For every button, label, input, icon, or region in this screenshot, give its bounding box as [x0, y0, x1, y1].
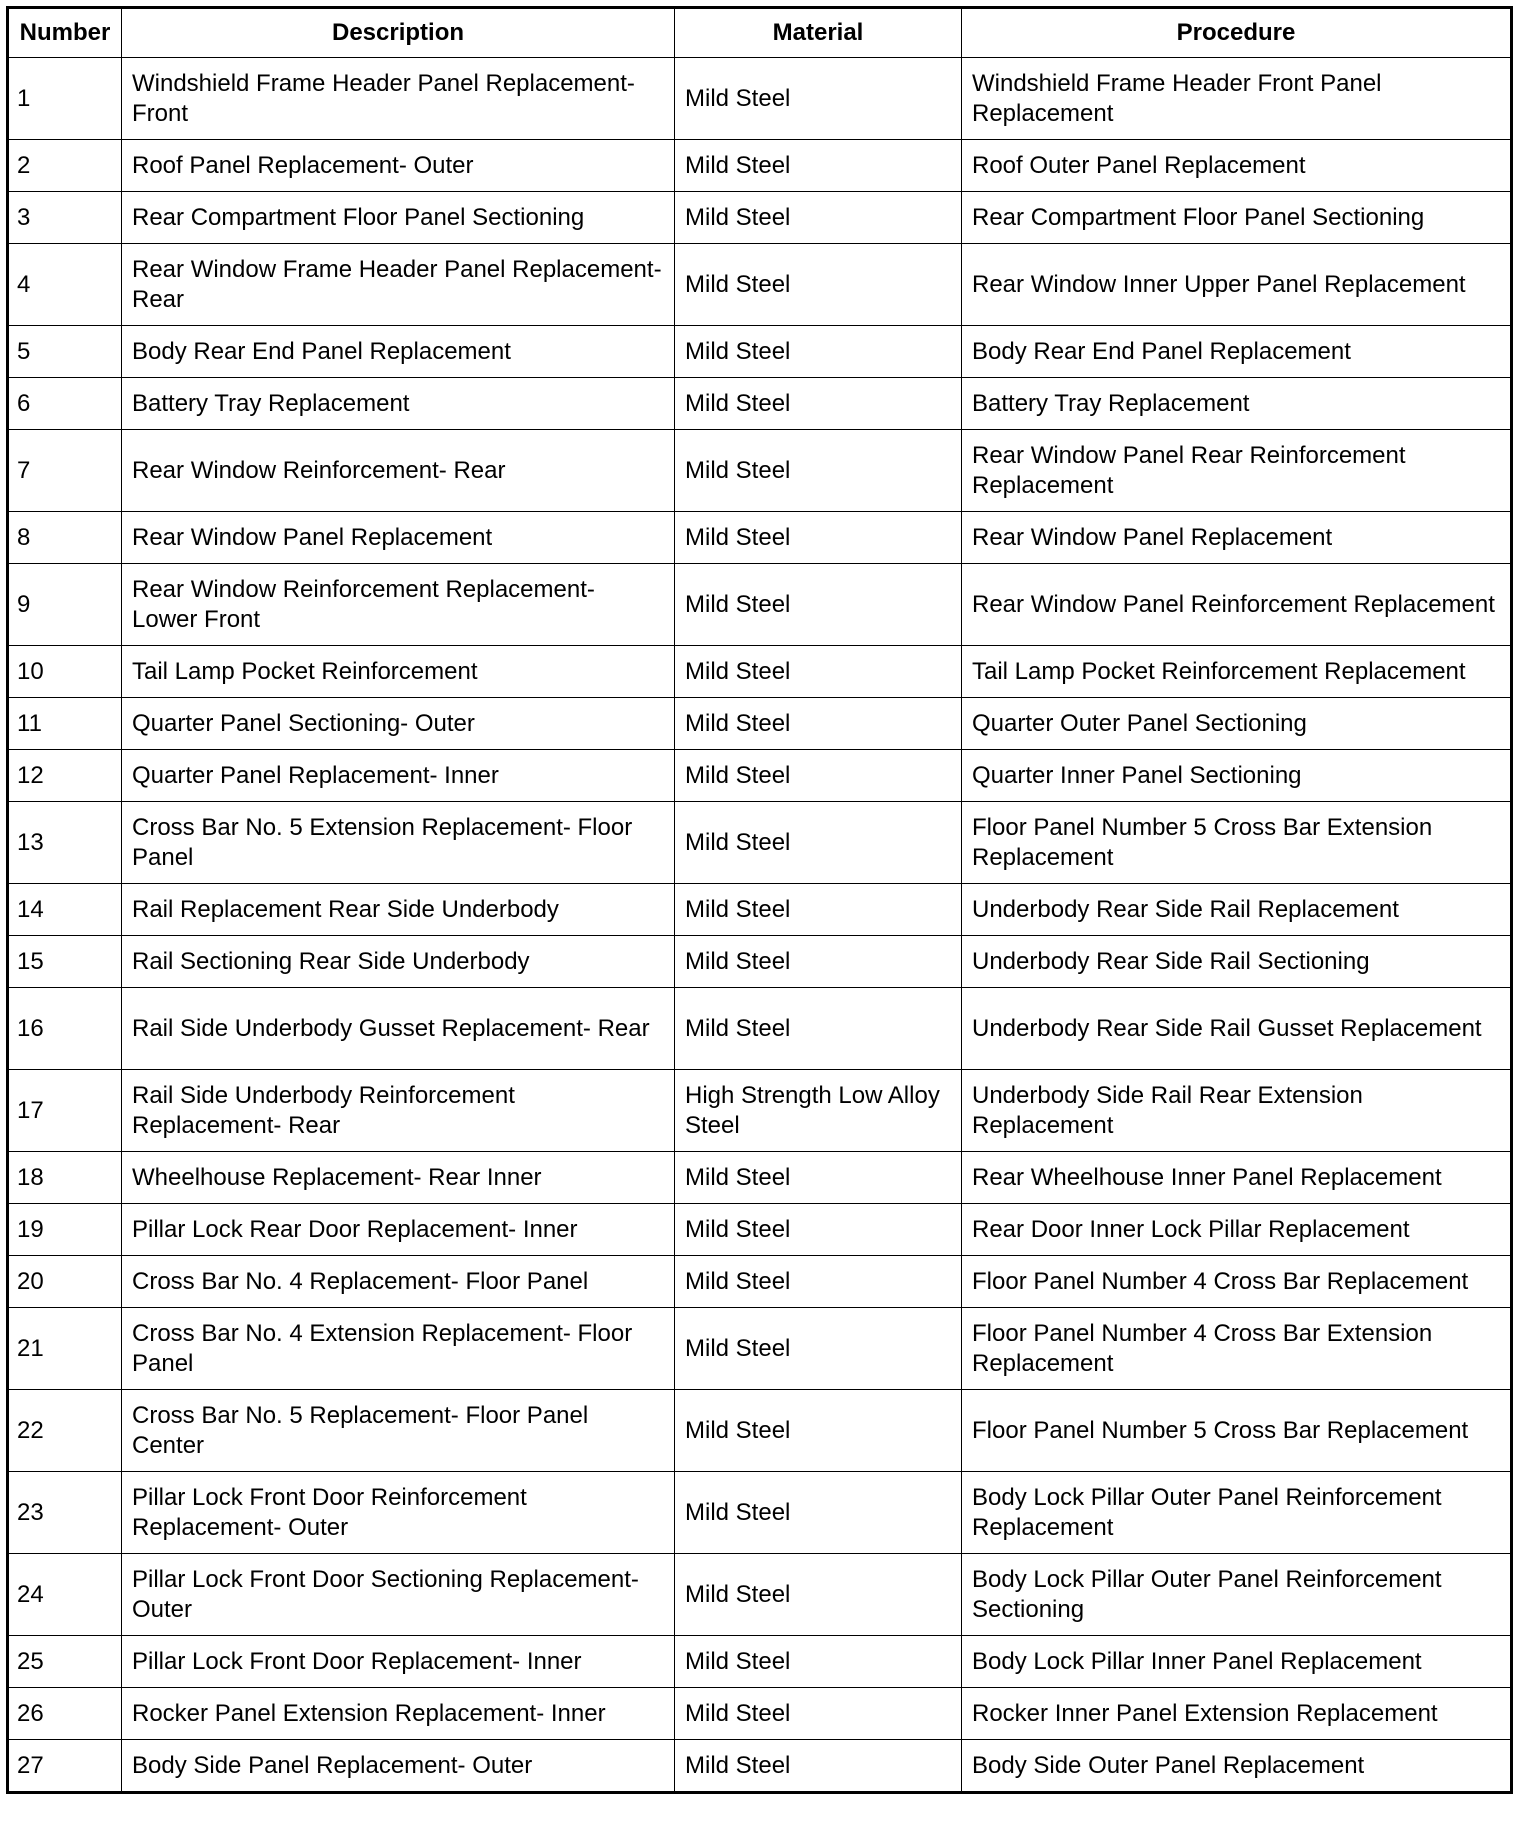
cell-material: Mild Steel [675, 58, 962, 140]
table-row [8, 1070, 1512, 1152]
cell-procedure: Quarter Inner Panel Sectioning [962, 750, 1512, 802]
cell-procedure: Body Side Outer Panel Replacement [962, 1740, 1512, 1793]
header-description: Description [122, 8, 675, 58]
table-row [8, 1688, 1512, 1740]
cell-description: Body Rear End Panel Replacement [122, 326, 675, 378]
cell-material: Mild Steel [675, 430, 962, 512]
table-row [8, 988, 1512, 1070]
cell-material: Mild Steel [675, 1390, 962, 1472]
cell-description: Rear Window Frame Header Panel Replacement- Rear [122, 244, 675, 326]
cell-procedure: Floor Panel Number 5 Cross Bar Extension Replacement [962, 802, 1512, 884]
cell-procedure: Rear Window Panel Reinforcement Replacement [962, 564, 1512, 646]
table-row [8, 326, 1512, 378]
cell-description: Tail Lamp Pocket Reinforcement [122, 646, 675, 698]
cell-procedure: Body Lock Pillar Inner Panel Replacement [962, 1636, 1512, 1688]
table-row [8, 750, 1512, 802]
cell-material: Mild Steel [675, 192, 962, 244]
header-material: Material [675, 8, 962, 58]
table-row [8, 698, 1512, 750]
header-number: Number [8, 8, 122, 58]
table-row [8, 1204, 1512, 1256]
cell-description: Body Side Panel Replacement- Outer [122, 1740, 675, 1793]
cell-number: 24 [8, 1554, 122, 1636]
cell-material: Mild Steel [675, 1152, 962, 1204]
table-row [8, 192, 1512, 244]
cell-description: Rear Window Reinforcement Replacement- Lower Front [122, 564, 675, 646]
cell-number: 14 [8, 884, 122, 936]
cell-material: Mild Steel [675, 512, 962, 564]
table-row [8, 936, 1512, 988]
cell-material: Mild Steel [675, 1204, 962, 1256]
cell-material: Mild Steel [675, 378, 962, 430]
cell-material: Mild Steel [675, 244, 962, 326]
cell-material: Mild Steel [675, 750, 962, 802]
header-row [8, 8, 1512, 58]
table-row [8, 884, 1512, 936]
cell-description: Roof Panel Replacement- Outer [122, 140, 675, 192]
cell-procedure: Tail Lamp Pocket Reinforcement Replacement [962, 646, 1512, 698]
cell-number: 6 [8, 378, 122, 430]
cell-description: Rear Window Panel Replacement [122, 512, 675, 564]
cell-procedure: Body Lock Pillar Outer Panel Reinforcement Sectioning [962, 1554, 1512, 1636]
cell-number: 23 [8, 1472, 122, 1554]
cell-procedure: Roof Outer Panel Replacement [962, 140, 1512, 192]
cell-procedure: Floor Panel Number 5 Cross Bar Replacement [962, 1390, 1512, 1472]
cell-number: 21 [8, 1308, 122, 1390]
cell-description: Quarter Panel Sectioning- Outer [122, 698, 675, 750]
table-row [8, 512, 1512, 564]
cell-material: Mild Steel [675, 1472, 962, 1554]
table-row [8, 430, 1512, 512]
cell-procedure: Rear Window Inner Upper Panel Replacement [962, 244, 1512, 326]
cell-number: 11 [8, 698, 122, 750]
cell-description: Rail Side Underbody Gusset Replacement- Rear [122, 988, 675, 1070]
cell-description: Cross Bar No. 5 Extension Replacement- Floor Panel [122, 802, 675, 884]
cell-procedure: Rear Compartment Floor Panel Sectioning [962, 192, 1512, 244]
cell-number: 20 [8, 1256, 122, 1308]
cell-description: Windshield Frame Header Panel Replacement- Front [122, 58, 675, 140]
cell-number: 27 [8, 1740, 122, 1793]
cell-material: Mild Steel [675, 1688, 962, 1740]
cell-procedure: Floor Panel Number 4 Cross Bar Replacement [962, 1256, 1512, 1308]
cell-procedure: Body Rear End Panel Replacement [962, 326, 1512, 378]
cell-number: 8 [8, 512, 122, 564]
parts-table [6, 6, 1513, 1794]
cell-description: Rear Window Reinforcement- Rear [122, 430, 675, 512]
table-row [8, 1636, 1512, 1688]
cell-description: Battery Tray Replacement [122, 378, 675, 430]
cell-number: 16 [8, 988, 122, 1070]
cell-number: 18 [8, 1152, 122, 1204]
table-row [8, 564, 1512, 646]
cell-number: 1 [8, 58, 122, 140]
cell-description: Wheelhouse Replacement- Rear Inner [122, 1152, 675, 1204]
cell-material: Mild Steel [675, 1740, 962, 1793]
cell-number: 4 [8, 244, 122, 326]
cell-number: 15 [8, 936, 122, 988]
table-row [8, 1554, 1512, 1636]
table-row [8, 1390, 1512, 1472]
cell-material: Mild Steel [675, 988, 962, 1070]
cell-procedure: Quarter Outer Panel Sectioning [962, 698, 1512, 750]
cell-number: 9 [8, 564, 122, 646]
table-row [8, 244, 1512, 326]
cell-procedure: Battery Tray Replacement [962, 378, 1512, 430]
cell-material: Mild Steel [675, 564, 962, 646]
cell-material: Mild Steel [675, 140, 962, 192]
cell-number: 7 [8, 430, 122, 512]
cell-description: Rear Compartment Floor Panel Sectioning [122, 192, 675, 244]
cell-description: Quarter Panel Replacement- Inner [122, 750, 675, 802]
cell-description: Pillar Lock Front Door Replacement- Inner [122, 1636, 675, 1688]
cell-number: 17 [8, 1070, 122, 1152]
cell-description: Pillar Lock Front Door Sectioning Replacement- Outer [122, 1554, 675, 1636]
cell-material: Mild Steel [675, 698, 962, 750]
cell-procedure: Rear Wheelhouse Inner Panel Replacement [962, 1152, 1512, 1204]
table-row [8, 646, 1512, 698]
table-row [8, 802, 1512, 884]
cell-procedure: Underbody Rear Side Rail Gusset Replacement [962, 988, 1512, 1070]
cell-number: 26 [8, 1688, 122, 1740]
table-row [8, 1472, 1512, 1554]
cell-procedure: Rear Window Panel Replacement [962, 512, 1512, 564]
cell-procedure: Underbody Rear Side Rail Sectioning [962, 936, 1512, 988]
cell-description: Pillar Lock Front Door Reinforcement Replacement- Outer [122, 1472, 675, 1554]
cell-procedure: Rocker Inner Panel Extension Replacement [962, 1688, 1512, 1740]
cell-material: Mild Steel [675, 1256, 962, 1308]
cell-procedure: Rear Window Panel Rear Reinforcement Replacement [962, 430, 1512, 512]
table-row [8, 140, 1512, 192]
table-row [8, 378, 1512, 430]
cell-number: 13 [8, 802, 122, 884]
parts-table-sheet [6, 6, 1510, 1794]
cell-material: Mild Steel [675, 936, 962, 988]
cell-number: 25 [8, 1636, 122, 1688]
cell-procedure: Body Lock Pillar Outer Panel Reinforcement Replacement [962, 1472, 1512, 1554]
cell-procedure: Rear Door Inner Lock Pillar Replacement [962, 1204, 1512, 1256]
cell-material: Mild Steel [675, 326, 962, 378]
cell-material: Mild Steel [675, 884, 962, 936]
cell-description: Cross Bar No. 4 Replacement- Floor Panel [122, 1256, 675, 1308]
cell-description: Rocker Panel Extension Replacement- Inner [122, 1688, 675, 1740]
header-procedure: Procedure [962, 8, 1512, 58]
cell-material: Mild Steel [675, 802, 962, 884]
cell-material: Mild Steel [675, 1554, 962, 1636]
cell-procedure: Underbody Rear Side Rail Replacement [962, 884, 1512, 936]
cell-description: Rail Replacement Rear Side Underbody [122, 884, 675, 936]
cell-number: 3 [8, 192, 122, 244]
cell-description: Pillar Lock Rear Door Replacement- Inner [122, 1204, 675, 1256]
cell-number: 10 [8, 646, 122, 698]
cell-material: High Strength Low Alloy Steel [675, 1070, 962, 1152]
table-row [8, 1740, 1512, 1793]
cell-material: Mild Steel [675, 646, 962, 698]
cell-number: 12 [8, 750, 122, 802]
cell-number: 5 [8, 326, 122, 378]
cell-number: 2 [8, 140, 122, 192]
cell-description: Cross Bar No. 4 Extension Replacement- Floor Panel [122, 1308, 675, 1390]
cell-number: 19 [8, 1204, 122, 1256]
table-row [8, 1152, 1512, 1204]
cell-material: Mild Steel [675, 1308, 962, 1390]
cell-procedure: Floor Panel Number 4 Cross Bar Extension Replacement [962, 1308, 1512, 1390]
table-row [8, 1256, 1512, 1308]
cell-material: Mild Steel [675, 1636, 962, 1688]
cell-procedure: Underbody Side Rail Rear Extension Replacement [962, 1070, 1512, 1152]
table-row [8, 1308, 1512, 1390]
cell-number: 22 [8, 1390, 122, 1472]
table-row [8, 58, 1512, 140]
cell-procedure: Windshield Frame Header Front Panel Replacement [962, 58, 1512, 140]
cell-description: Cross Bar No. 5 Replacement- Floor Panel Center [122, 1390, 675, 1472]
cell-description: Rail Sectioning Rear Side Underbody [122, 936, 675, 988]
cell-description: Rail Side Underbody Reinforcement Replacement- Rear [122, 1070, 675, 1152]
